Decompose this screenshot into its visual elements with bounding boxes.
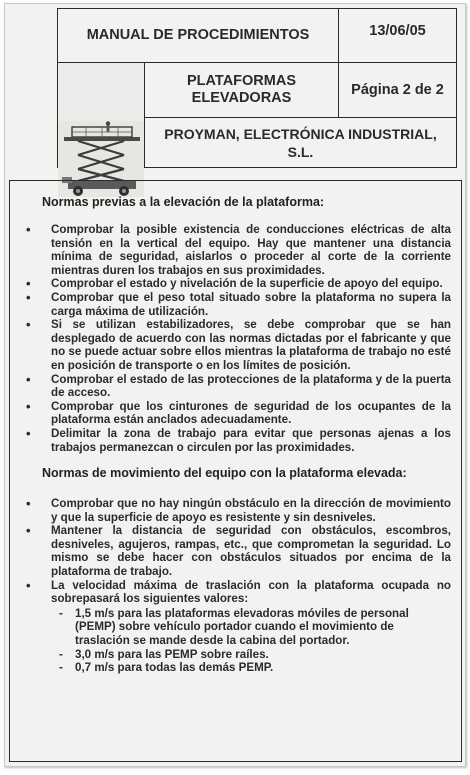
- document-date: 13/06/05: [339, 9, 456, 63]
- list-item-text: Comprobar el estado y nivelación de la superficie de apoyo del equipo.: [51, 277, 443, 291]
- section-title-movement: Normas de movimiento del equipo con la plataforma elevada:: [42, 466, 407, 481]
- sub-list-item-text: 1,5 m/s para las plataformas elevadoras móviles de personal (PEMP) sobre vehículo portador cuando el movimiento de traslación se mande desde la cabina del portador.: [75, 606, 409, 648]
- list-item: [18, 497, 451, 524]
- list-item-text: Comprobar que no hay ningún obstáculo en la dirección de movimiento y que la superficie de apoyo es resistente y sin desniveles.: [51, 497, 451, 524]
- sub-list-item-text: 0,7 m/s para todas las demás PEMP.: [75, 661, 274, 675]
- bullet-icon: •: [26, 276, 31, 292]
- bullet-icon: •: [26, 289, 31, 305]
- sub-list-item-text: 3,0 m/s para las PEMP sobre raíles.: [75, 647, 269, 661]
- list-item-text: Comprobar que los cinturones de seguridad de los ocupantes de la plataforma están anclados adecuadamente.: [51, 399, 451, 427]
- list-item-text: Mantener la distancia de seguridad con obstáculos, escombros, desniveles, agujeros, rampas, etc., que comprometan la seguridad. Lo mismo se debe hacer con obstáculos situados por encima de la plataforma de trabajo.: [51, 524, 451, 579]
- list-item-text: Comprobar que el peso total situado sobre la plataforma no supera la carga máxima de utilización.: [51, 290, 451, 318]
- list-item-text: La velocidad máxima de traslación con la plataforma ocupada no sobrepasará los siguientes valores:: [51, 578, 451, 606]
- bullet-icon: •: [26, 425, 31, 441]
- dash-icon: -: [59, 606, 63, 620]
- list-item: [18, 277, 451, 291]
- bullet-icon: •: [26, 317, 31, 333]
- dash-icon: -: [59, 647, 63, 661]
- sub-list-item: [51, 607, 451, 648]
- list-item: [18, 291, 451, 318]
- manual-title: MANUAL DE PROCEDIMIENTOS: [58, 9, 339, 63]
- document-header: [57, 8, 457, 168]
- document-subject: PLATAFORMAS ELEVADORAS: [145, 63, 339, 118]
- sub-list-item: [51, 661, 451, 675]
- list-item: [18, 427, 451, 454]
- sub-list-item: [51, 648, 451, 662]
- list-item: [18, 524, 451, 578]
- list-item-text: Si se utilizan estabilizadores, se debe comprobar que se han desplegado de acuerdo con las normas dictadas por el fabricante y que no se puede actuar sobre ellos mientras la plataforma de trabajo no esté en posición de transporte o en los límites de posición.: [51, 318, 451, 372]
- speed-limit-list: [51, 607, 451, 675]
- section-title-pre-elevation: Normas previas a la elevación de la plataforma:: [42, 195, 325, 209]
- page-number: Página 2 de 2: [339, 63, 456, 118]
- list-item: [18, 579, 451, 675]
- bullet-icon: •: [26, 496, 31, 512]
- pre-elevation-list: [18, 223, 451, 454]
- procedure-body: [9, 180, 462, 762]
- list-item: [18, 223, 451, 277]
- movement-list: [18, 497, 451, 675]
- list-item-text: Comprobar el estado de las protecciones de la plataforma y de la puerta de acceso.: [51, 372, 451, 400]
- list-item: [18, 400, 451, 427]
- dash-icon: -: [59, 661, 63, 675]
- list-item: [18, 373, 451, 400]
- document-page: [4, 3, 466, 767]
- company-name: PROYMAN, ELECTRÓNICA INDUSTRIAL, S.L.: [164, 125, 437, 160]
- bullet-icon: •: [26, 398, 31, 414]
- list-item: [18, 318, 451, 372]
- bullet-icon: •: [26, 222, 31, 237]
- header-image-cell: [58, 63, 145, 167]
- bullet-icon: •: [26, 371, 31, 387]
- list-item-text: Delimitar la zona de trabajo para evitar que personas ajenas a los trabajos permanezcan o circulen por las proximidades.: [51, 426, 451, 454]
- bullet-icon: •: [26, 577, 31, 593]
- bullet-icon: •: [26, 523, 31, 539]
- list-item-text: Comprobar la posible existencia de conducciones eléctricas de alta tensión en la vertical del equipo. Hay que mantener una distancia mínima de seguridad, aislarlos o proceder al corte de la corriente mientras duren los trabajos en sus proximidades.: [51, 223, 451, 277]
